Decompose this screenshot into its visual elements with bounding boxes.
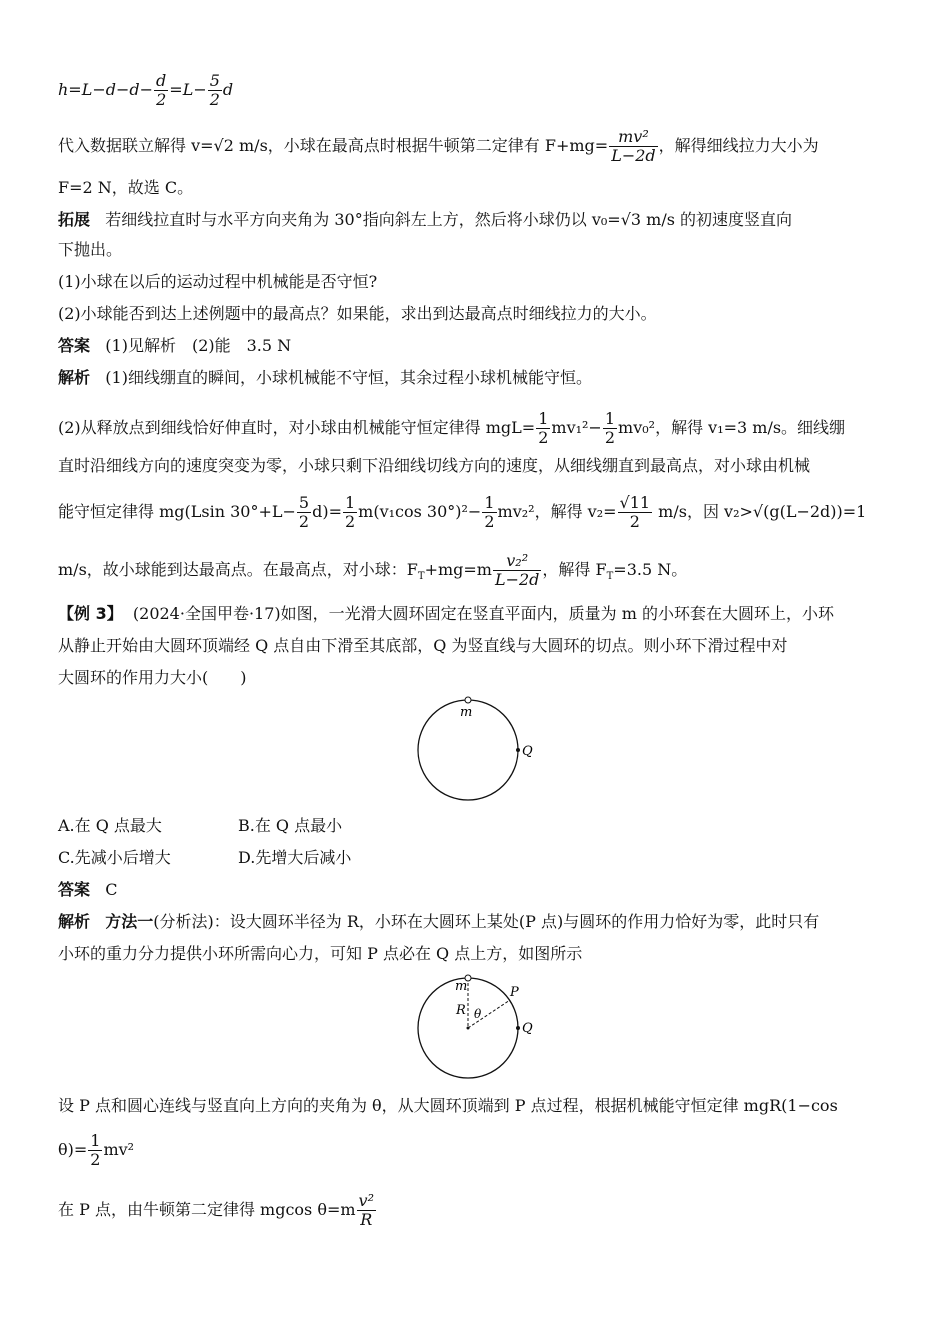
- answer-line: [58, 878, 118, 902]
- text: m/s 的初速度竖直向: [641, 210, 793, 229]
- frac-den: 2: [618, 512, 653, 531]
- frac-den: 2: [154, 90, 168, 109]
- eq-text: =L−: [169, 80, 207, 99]
- label-q: Q: [522, 1021, 533, 1036]
- text: (2024·全国甲卷·17)如图，一光滑大圆环固定在竖直平面内，质量为 m 的小环套在大圆环上，小环: [132, 604, 834, 623]
- frac-den: 2: [344, 512, 356, 531]
- text: ，解得细线拉力大小为: [658, 136, 819, 155]
- text: mv²: [103, 1140, 135, 1159]
- root: √2: [213, 136, 234, 155]
- ring-figure: [410, 694, 550, 806]
- choice-b: B.在 Q 点最小: [238, 816, 343, 835]
- answer-line: [58, 334, 291, 358]
- fraction: [536, 410, 550, 447]
- frac-den: 2: [90, 1150, 101, 1169]
- extension-line: [58, 208, 792, 232]
- analysis-line: [58, 552, 687, 589]
- text: mv₂²，解得 v₂=: [497, 502, 617, 521]
- example-line: [58, 602, 834, 626]
- text: =3.5 N。: [613, 560, 688, 579]
- fraction: [88, 1132, 102, 1169]
- text: 代入数据联立解得 v=: [58, 136, 214, 155]
- frac-num: 1: [484, 493, 495, 512]
- solution-line: [58, 128, 819, 165]
- text: m/s，故小球能到达最高点。在最高点，对小球：F: [58, 560, 418, 579]
- text: mv₁²−: [551, 418, 602, 437]
- question-2: (2)小球能否到达上述例题中的最高点？如果能，求出到达最高点时细线拉力的大小。: [58, 304, 657, 323]
- label-p: P: [510, 985, 519, 1000]
- analysis-line: [58, 1132, 134, 1169]
- question-1: (1)小球在以后的运动过程中机械能是否守恒?: [58, 272, 378, 291]
- text: m(v₁cos 30°)²−: [358, 502, 482, 521]
- example-label: 【例 3】: [58, 604, 123, 623]
- analysis-line: [58, 1192, 377, 1229]
- eq-text: d: [222, 80, 234, 99]
- equation-h: [58, 72, 233, 109]
- example-line: 从静止开始由大圆环顶端经 Q 点自由下滑至其底部，Q 为竖直线与大圆环的切点。则小环下滑过程中对: [58, 636, 788, 655]
- text: (2)从释放点到细线恰好伸直时，对小球由机械能守恒定律得 mgL=: [58, 418, 536, 437]
- point-q: [516, 748, 520, 752]
- analysis-line: 设 P 点和圆心连线与竖直向上方向的夹角为 θ，从大圆环顶端到 P 点过程，根据机械能守恒定律 mgR(1−cos: [58, 1096, 838, 1115]
- frac-num: 5: [298, 493, 310, 512]
- eq-text: h=L−d−d−: [58, 80, 154, 99]
- frac-den: L−2d: [494, 570, 540, 589]
- answer-label: 答案: [58, 336, 91, 355]
- analysis-line: [58, 410, 845, 447]
- fraction: [618, 494, 653, 531]
- text: m/s，小球在最高点时根据牛顿第二定律有 F+mg=: [233, 136, 609, 155]
- answer-text: (1)见解析 (2)能 3.5 N: [105, 336, 292, 355]
- fraction: [208, 72, 222, 109]
- fraction: [493, 552, 541, 589]
- frac-num: √11: [619, 493, 651, 512]
- choice-row: [58, 814, 418, 838]
- label-r: R: [456, 1003, 466, 1018]
- frac-num: 5: [209, 71, 220, 90]
- choice-a: A.在 Q 点最大: [58, 816, 162, 835]
- text: m/s，因 v₂>√(g(L−2d))=1: [653, 502, 867, 521]
- analysis-line: [58, 494, 866, 531]
- analysis-label: 解析: [58, 368, 91, 387]
- frac-num: 1: [604, 409, 616, 428]
- frac-den: 2: [209, 90, 220, 109]
- center-point: [467, 1027, 470, 1030]
- analysis-line: [58, 366, 592, 390]
- frac-num: 1: [344, 493, 356, 512]
- frac-num: d: [156, 71, 167, 90]
- fraction: [297, 494, 311, 531]
- frac-num: v²: [358, 1191, 374, 1210]
- frac-den: R: [357, 1210, 376, 1229]
- label-m: m: [455, 979, 468, 994]
- text: 在 P 点，由牛顿第二定律得 mgcos θ=m: [58, 1200, 356, 1219]
- label-m: m: [460, 705, 473, 720]
- frac-num: v₂²: [506, 551, 529, 570]
- text: +mg=m: [424, 560, 492, 579]
- text: 若细线拉直时与水平方向夹角为 30°指向斜左上方，然后将小球仍以 v₀=: [105, 210, 621, 229]
- small-ring: [465, 697, 471, 703]
- analysis-label: 解析: [58, 912, 91, 931]
- choice-c: C.先减小后增大: [58, 848, 171, 867]
- frac-num: mv²: [618, 127, 649, 146]
- subscript: T: [417, 571, 425, 583]
- fraction: [603, 410, 617, 447]
- frac-den: L−2d: [611, 146, 656, 165]
- fraction: [154, 72, 168, 109]
- fraction: [343, 494, 357, 531]
- subscript: T: [606, 571, 614, 583]
- label-q: Q: [522, 744, 533, 759]
- text: mv₀²，解得 v₁=3 m/s。细线绷: [618, 418, 846, 437]
- choice-d: D.先增大后减小: [238, 848, 352, 867]
- extension-label: 拓展: [58, 210, 91, 229]
- text: (分析法)：设大圆环半径为 R，小环在大圆环上某处(P 点)与圆环的作用力恰好为零，此时只有: [153, 912, 820, 931]
- text: ，解得 F: [542, 560, 607, 579]
- answer-text: C: [105, 880, 118, 899]
- choice-row: [58, 846, 418, 870]
- frac-den: 2: [538, 428, 549, 447]
- text: θ)=: [58, 1140, 88, 1159]
- analysis-line: 小环的重力分力提供小环所需向心力，可知 P 点必在 Q 点上方，如图所示: [58, 944, 583, 963]
- solution-line: F=2 N，故选 C。: [58, 178, 194, 197]
- fraction: [609, 128, 657, 165]
- frac-num: 1: [90, 1131, 101, 1150]
- fraction: [357, 1192, 376, 1229]
- analysis-line: [58, 910, 819, 934]
- text: 能守恒定律得 mg(Lsin 30°+L−: [58, 502, 296, 521]
- extension-line: 下抛出。: [58, 240, 123, 259]
- text: (1)细线绷直的瞬间，小球机械能不守恒，其余过程小球机械能守恒。: [105, 368, 592, 387]
- ring-figure-2: [410, 970, 550, 1084]
- fraction: [482, 494, 496, 531]
- label-theta: θ: [474, 1007, 482, 1021]
- frac-den: 2: [484, 512, 495, 531]
- analysis-line: 直时沿细线方向的速度突变为零，小球只剩下沿细线切线方向的速度，从细线绷直到最高点，对小球由机械: [58, 456, 811, 475]
- method-label: 方法一: [105, 912, 154, 931]
- example-line: 大圆环的作用力大小( ): [58, 668, 247, 687]
- point-q: [516, 1026, 520, 1030]
- frac-den: 2: [298, 512, 310, 531]
- root: √3: [620, 210, 642, 229]
- frac-num: 1: [538, 409, 549, 428]
- answer-label: 答案: [58, 880, 91, 899]
- frac-den: 2: [604, 428, 616, 447]
- text: d)=: [312, 502, 342, 521]
